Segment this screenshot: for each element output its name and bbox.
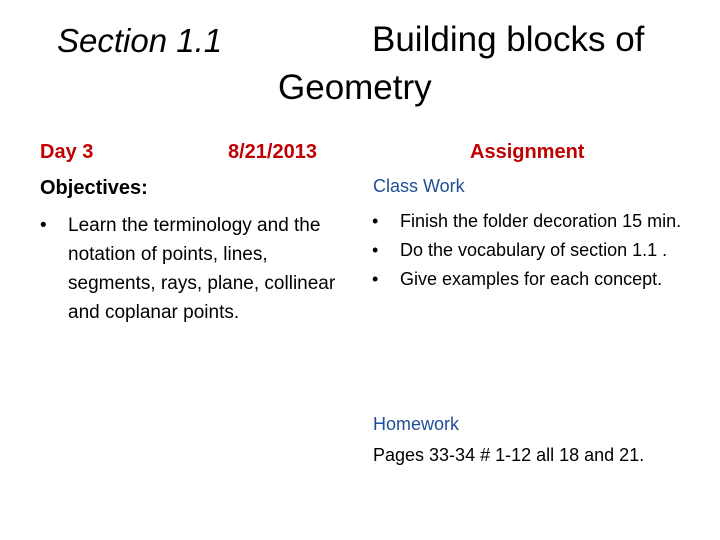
list-item: [372, 236, 690, 265]
list-item: [372, 207, 690, 236]
classwork-text: Give examples for each concept.: [400, 269, 663, 289]
classwork-heading: Class Work: [373, 176, 465, 196]
classwork-text: Finish the folder decoration 15 min.: [400, 211, 682, 231]
homework-text: Pages 33-34 # 1-12 all 18 and 21.: [373, 445, 645, 465]
bullet-icon: •: [40, 215, 47, 236]
bullet-icon: •: [372, 269, 379, 289]
objectives-heading: Objectives:: [40, 177, 148, 199]
bullet-icon: •: [372, 211, 379, 231]
homework-heading: Homework: [373, 414, 460, 434]
list-item: [40, 211, 340, 327]
objective-text: Learn the terminology and the notation of points, lines, segments, rays, plane, collinear and coplanar points.: [68, 215, 336, 323]
classwork-list: [372, 207, 690, 294]
list-item: [372, 265, 690, 294]
day-label: Day 3: [40, 141, 94, 163]
objectives-list: [40, 211, 340, 327]
date-label: 8/21/2013: [228, 141, 317, 163]
classwork-text: Do the vocabulary of section 1.1 .: [400, 240, 668, 260]
page-title-line-2: Geometry: [278, 68, 432, 107]
assignment-heading: Assignment: [470, 141, 585, 163]
page-title-line-1: Building blocks of: [372, 20, 645, 59]
bullet-icon: •: [372, 240, 379, 260]
section-label: Section 1.1: [57, 22, 223, 59]
